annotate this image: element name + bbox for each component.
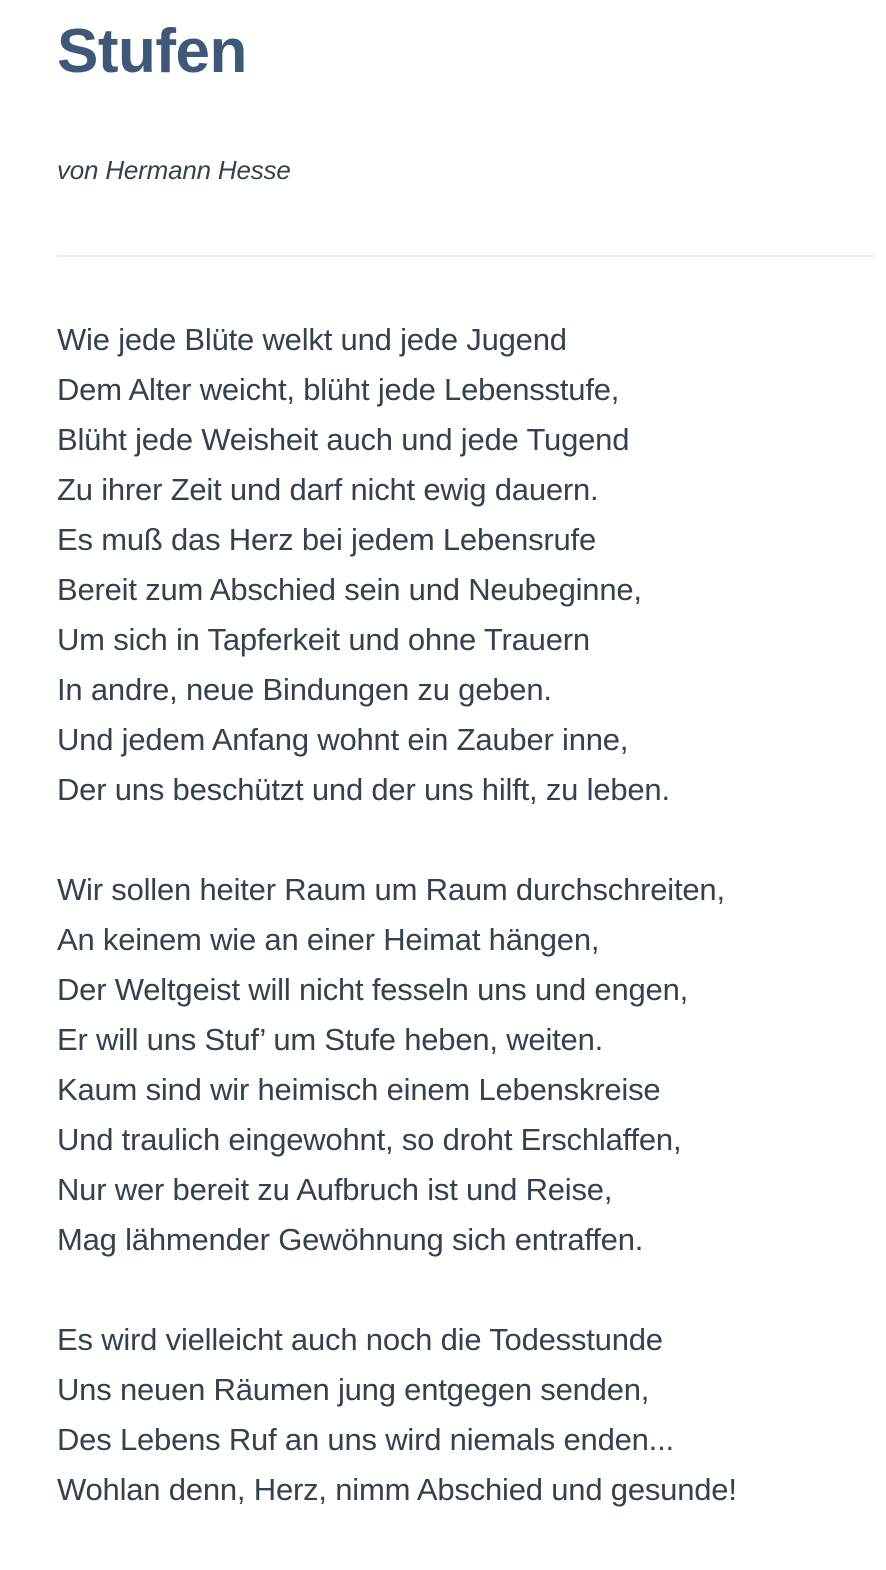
poem-line: Der Weltgeist will nicht fesseln uns und engen,: [57, 972, 689, 1008]
page-title: Stufen: [57, 17, 247, 86]
poem-line: Uns neuen Räumen jung entgegen senden,: [57, 1372, 650, 1408]
poem-line: Des Lebens Ruf an uns wird niemals enden...: [57, 1422, 674, 1458]
poem-line: Wohlan denn, Herz, nimm Abschied und gesunde!: [57, 1472, 737, 1508]
poem-line: Bereit zum Abschied sein und Neubeginne,: [57, 572, 642, 608]
poem-line: Der uns beschützt und der uns hilft, zu leben.: [57, 772, 670, 808]
poem-line: Mag lähmender Gewöhnung sich entraffen.: [57, 1222, 644, 1258]
poem-line: Zu ihrer Zeit und darf nicht ewig dauern.: [57, 472, 599, 508]
poem-line: Kaum sind wir heimisch einem Lebenskreise: [57, 1072, 661, 1108]
stanza-1: [57, 315, 875, 815]
poem-line: Wir sollen heiter Raum um Raum durchschreiten,: [57, 872, 725, 908]
poem-line: Und jedem Anfang wohnt ein Zauber inne,: [57, 722, 629, 758]
poem-line: An keinem wie an einer Heimat hängen,: [57, 922, 600, 958]
poem-line: Dem Alter weicht, blüht jede Lebensstufe,: [57, 372, 620, 408]
stanza-3: [57, 1315, 875, 1515]
poem-line: Nur wer bereit zu Aufbruch ist und Reise,: [57, 1172, 613, 1208]
poem-line: Um sich in Tapferkeit und ohne Trauern: [57, 622, 590, 658]
stanza-2: [57, 865, 875, 1265]
divider: [57, 255, 875, 257]
poem-line: Und traulich eingewohnt, so droht Erschlaffen,: [57, 1122, 682, 1158]
poem-line: In andre, neue Bindungen zu geben.: [57, 672, 552, 708]
poem-line: Wie jede Blüte welkt und jede Jugend: [57, 322, 567, 358]
author-byline: von Hermann Hesse: [57, 155, 291, 186]
poem: [57, 315, 875, 1515]
poem-line: Blüht jede Weisheit auch und jede Tugend: [57, 422, 630, 458]
poem-line: Es muß das Herz bei jedem Lebensrufe: [57, 522, 597, 558]
poem-line: Er will uns Stuf’ um Stufe heben, weiten.: [57, 1022, 604, 1058]
poem-line: Es wird vielleicht auch noch die Todesstunde: [57, 1322, 663, 1358]
